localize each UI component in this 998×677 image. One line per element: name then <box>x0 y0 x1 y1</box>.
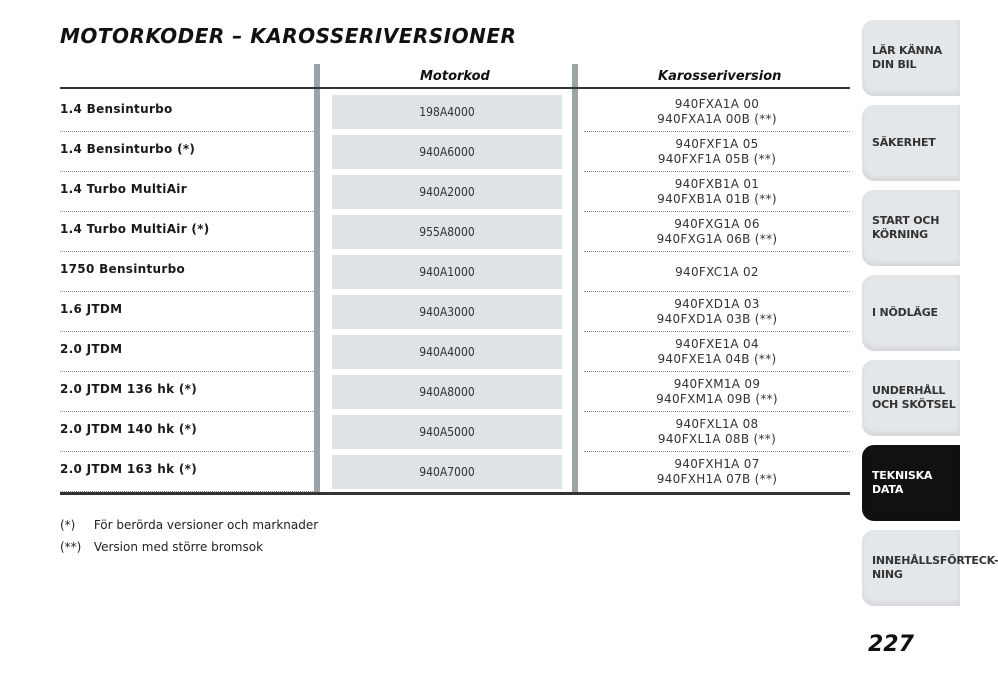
engine-name: 2.0 JTDM <box>60 342 123 356</box>
body-version-line: 940FXE1A 04 <box>675 337 759 351</box>
body-version-line: 940FXE1A 04B (**) <box>657 352 777 366</box>
body-version <box>584 295 850 329</box>
table-row <box>60 252 850 292</box>
body-version-line: 940FXB1A 01B (**) <box>657 192 777 206</box>
table-row <box>60 452 850 492</box>
column-header-body-version: Karosseriversion <box>658 69 782 84</box>
chapter-tab[interactable] <box>862 20 960 96</box>
footnotes <box>60 514 318 558</box>
table-row <box>60 412 850 452</box>
header-rule <box>60 87 850 89</box>
body-version <box>584 415 850 449</box>
engine-name: 1750 Bensinturbo <box>60 262 186 276</box>
engine-code-table <box>60 64 850 494</box>
footnote-mark: (*) <box>60 518 76 532</box>
page-number: 227 <box>868 632 914 657</box>
footnote <box>60 536 318 558</box>
engine-name: 2.0 JTDM 140 hk (*) <box>60 422 198 436</box>
chapter-tab[interactable] <box>862 105 960 181</box>
body-version-line: 940FXB1A 01 <box>674 177 760 191</box>
footnote-text: För berörda versioner och marknader <box>93 518 319 532</box>
engine-name: 1.4 Bensinturbo (*) <box>60 142 196 156</box>
engine-name: 2.0 JTDM 136 hk (*) <box>60 382 198 396</box>
table-row <box>60 92 850 132</box>
chapter-tab-label: UNDERHÅLL OCH SKÖTSEL <box>872 384 956 411</box>
chapter-tab-label: START OCH KÖRNING <box>872 214 940 241</box>
chapter-tab[interactable] <box>862 360 960 436</box>
body-version-line: 940FXG1A 06B (**) <box>656 232 778 246</box>
body-version <box>584 95 850 129</box>
engine-code: 940A3000 <box>332 295 562 329</box>
body-version-line: 940FXA1A 00B (**) <box>657 112 777 126</box>
chapter-tab-label: TEKNISKA DATA <box>872 469 933 496</box>
body-version-line: 940FXF1A 05 <box>675 137 759 151</box>
table-row <box>60 172 850 212</box>
table-row <box>60 132 850 172</box>
body-version-line: 940FXA1A 00 <box>674 97 760 111</box>
body-version <box>584 135 850 169</box>
engine-name: 2.0 JTDM 163 hk (*) <box>60 462 198 476</box>
body-version-line: 940FXL1A 08 <box>675 417 759 431</box>
table-row <box>60 332 850 372</box>
engine-name: 1.4 Turbo MultiAir <box>60 182 187 196</box>
engine-code: 940A1000 <box>332 255 562 289</box>
table-row <box>60 212 850 252</box>
body-version-line: 940FXC1A 02 <box>675 264 759 279</box>
chapter-tab[interactable] <box>862 275 960 351</box>
engine-code: 940A6000 <box>332 135 562 169</box>
footnote-text: Version med större bromsok <box>93 540 264 554</box>
body-version-line: 940FXM1A 09 <box>673 377 761 391</box>
engine-code: 940A8000 <box>332 375 562 409</box>
body-version <box>584 255 850 289</box>
engine-name: 1.6 JTDM <box>60 302 123 316</box>
engine-code: 940A4000 <box>332 335 562 369</box>
engine-code: 198A4000 <box>332 95 562 129</box>
chapter-tab[interactable] <box>862 190 960 266</box>
body-version-line: 940FXD1A 03 <box>674 297 760 311</box>
engine-name: 1.4 Bensinturbo <box>60 102 173 116</box>
body-version-line: 940FXG1A 06 <box>674 217 760 231</box>
body-version-line: 940FXL1A 08B (**) <box>657 432 777 446</box>
chapter-tab[interactable] <box>862 530 998 606</box>
footnote-mark: (**) <box>60 540 82 554</box>
body-version <box>584 175 850 209</box>
chapter-tab-label: LÄR KÄNNA DIN BIL <box>872 44 942 71</box>
table-row <box>60 372 850 412</box>
body-version-line: 940FXF1A 05B (**) <box>657 152 777 166</box>
chapter-tab[interactable] <box>862 445 960 521</box>
body-version <box>584 455 850 489</box>
body-version <box>584 335 850 369</box>
table-bottom-rule <box>60 492 850 495</box>
chapter-tab-label: I NÖDLÄGE <box>872 306 938 319</box>
body-version-line: 940FXH1A 07 <box>674 457 760 471</box>
page-title: MOTORKODER – KAROSSERIVERSIONER <box>60 24 517 48</box>
body-version-line: 940FXM1A 09B (**) <box>656 392 778 406</box>
chapter-tab-label: INNEHÅLLSFÖRTECK-NING <box>872 554 998 581</box>
engine-code: 940A7000 <box>332 455 562 489</box>
engine-name: 1.4 Turbo MultiAir (*) <box>60 222 210 236</box>
body-version-line: 940FXH1A 07B (**) <box>656 472 778 486</box>
table-row <box>60 292 850 332</box>
body-version-line: 940FXD1A 03B (**) <box>656 312 778 326</box>
column-header-engine-code: Motorkod <box>420 69 490 84</box>
engine-code: 940A2000 <box>332 175 562 209</box>
footnote <box>60 514 318 536</box>
engine-code: 940A5000 <box>332 415 562 449</box>
body-version <box>584 215 850 249</box>
chapter-tab-label: SÄKERHET <box>872 136 936 149</box>
body-version <box>584 375 850 409</box>
engine-code: 955A8000 <box>332 215 562 249</box>
